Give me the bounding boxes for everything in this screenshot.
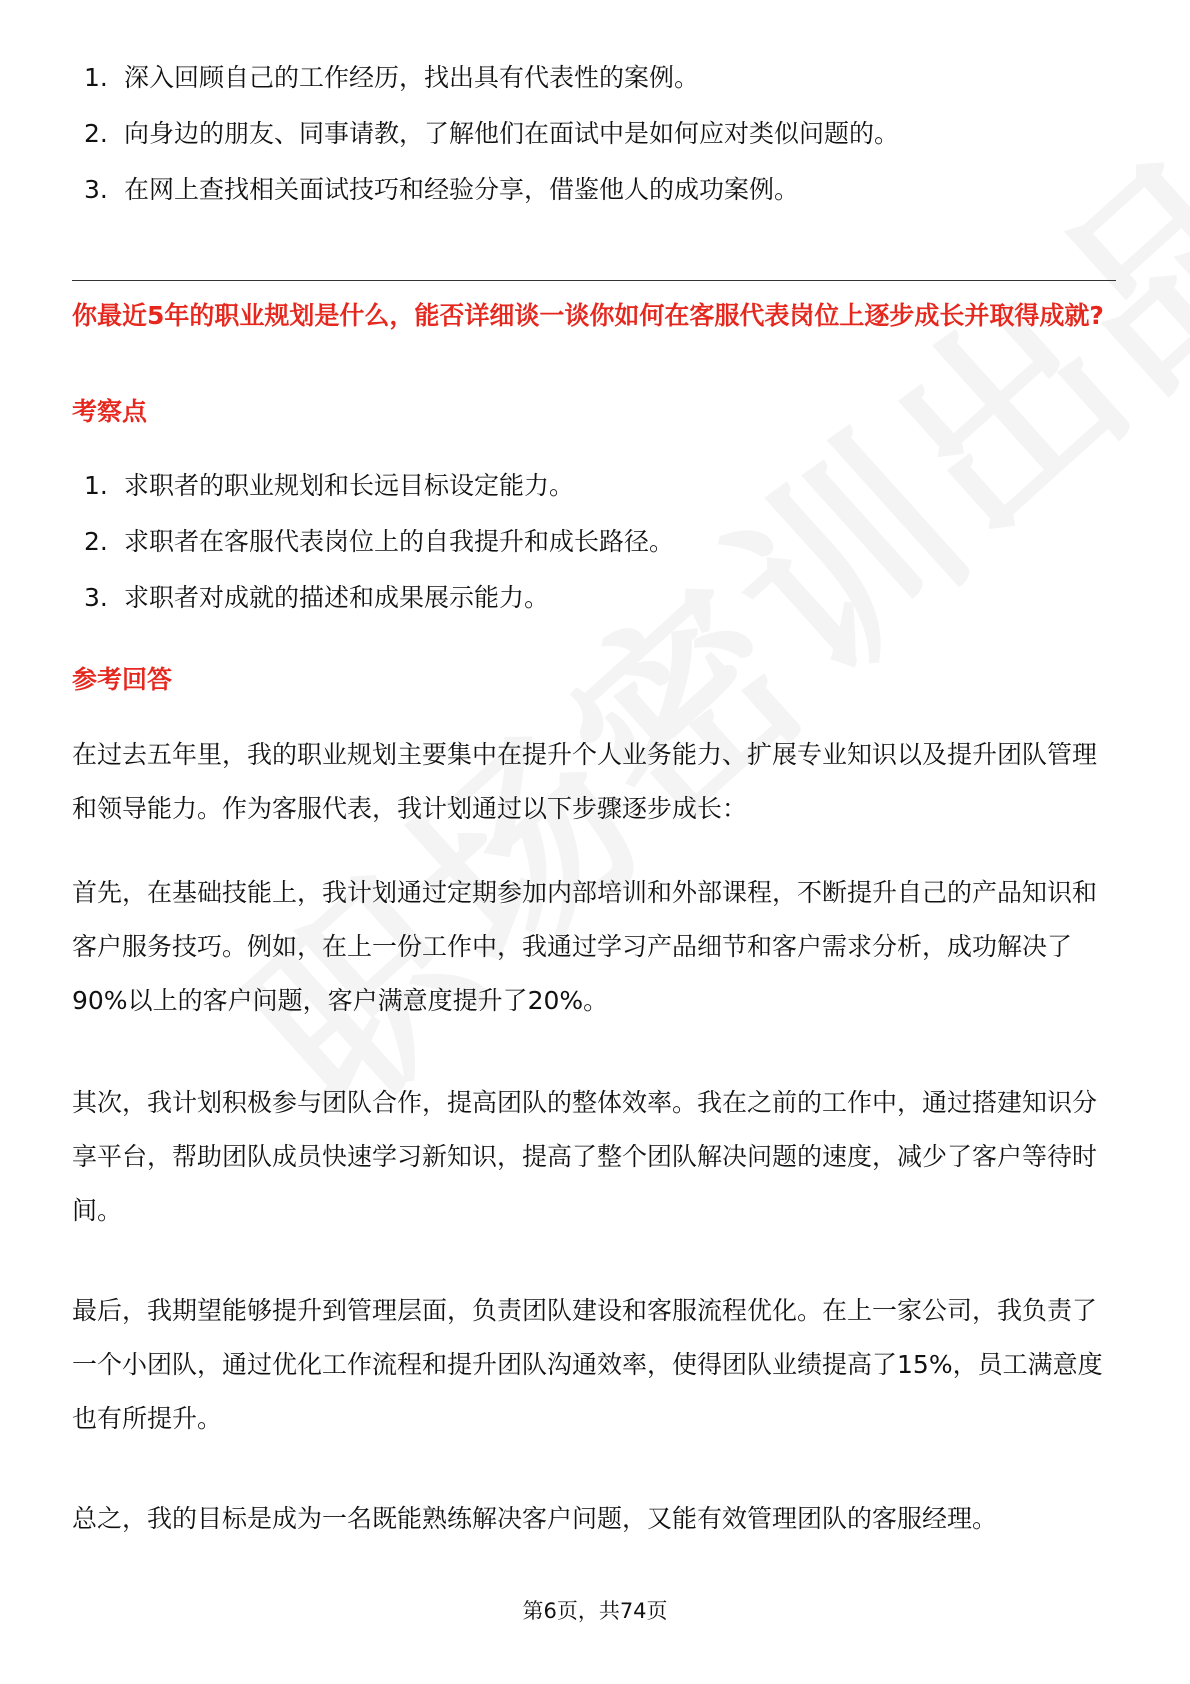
list-item-text: 求职者在客服代表岗位上的自我提升和成长路径。 xyxy=(124,527,675,556)
list-item xyxy=(72,50,1112,106)
list-item xyxy=(72,514,1112,570)
list-item-text: 求职者的职业规划和长远目标设定能力。 xyxy=(124,471,575,500)
list-item-text: 求职者对成就的描述和成果展示能力。 xyxy=(124,583,550,612)
list-item-text: 在网上查找相关面试技巧和经验分享，借鉴他人的成功案例。 xyxy=(124,175,800,204)
focus-heading: 考察点 xyxy=(72,397,148,426)
interview-question: 你最近5年的职业规划是什么，能否详细谈一谈你如何在客服代表岗位上逐步成长并取得成就? xyxy=(72,301,1104,330)
answer-paragraph: 最后，我期望能够提升到管理层面，负责团队建设和客服流程优化。在上一家公司，我负责了一个小团队，通过优化工作流程和提升团队沟通效率，使得团队业绩提高了15%，员工满意度也有所提升。 xyxy=(72,1296,1103,1433)
list-number: 1. xyxy=(84,471,108,500)
list-item xyxy=(72,162,1112,218)
list-number: 3. xyxy=(84,175,108,204)
answer-paragraph: 总之，我的目标是成为一名既能熟练解决客户问题，又能有效管理团队的客服经理。 xyxy=(72,1504,998,1533)
page-footer: 第6页，共74页 xyxy=(522,1599,668,1623)
answer-paragraph: 首先，在基础技能上，我计划通过定期参加内部培训和外部课程，不断提升自己的产品知识和客户服务技巧。例如，在上一份工作中，我通过学习产品细节和客户需求分析，成功解决了90%以上的客户问题，客户满意度提升了20%。 xyxy=(72,878,1098,1015)
list-number: 1. xyxy=(84,63,108,92)
list-item xyxy=(72,106,1112,162)
list-item-text: 深入回顾自己的工作经历，找出具有代表性的案例。 xyxy=(124,63,700,92)
focus-list xyxy=(72,458,1112,626)
list-item xyxy=(72,570,1112,626)
answer-paragraph: 在过去五年里，我的职业规划主要集中在提升个人业务能力、扩展专业知识以及提升团队管理和领导能力。作为客服代表，我计划通过以下步骤逐步成长： xyxy=(72,740,1098,823)
list-number: 3. xyxy=(84,583,108,612)
previous-tips-list xyxy=(72,50,1112,218)
list-number: 2. xyxy=(84,119,108,148)
answer-heading: 参考回答 xyxy=(72,665,173,694)
section-divider xyxy=(72,280,1116,281)
list-item xyxy=(72,458,1112,514)
list-item-text: 向身边的朋友、同事请教，了解他们在面试中是如何应对类似问题的。 xyxy=(124,119,900,148)
answer-paragraph: 其次，我计划积极参与团队合作，提高团队的整体效率。我在之前的工作中，通过搭建知识分享平台，帮助团队成员快速学习新知识，提高了整个团队解决问题的速度，减少了客户等待时间。 xyxy=(72,1088,1098,1225)
list-number: 2. xyxy=(84,527,108,556)
